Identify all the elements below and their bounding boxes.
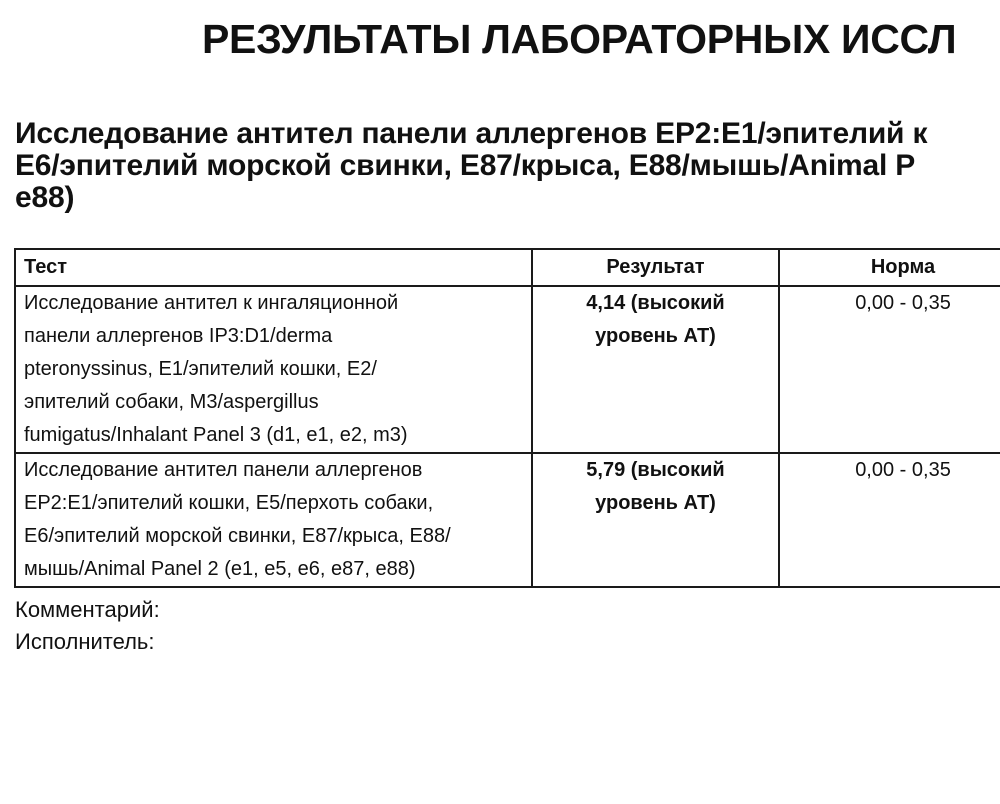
cell-text-line: fumigatus/Inhalant Panel 3 (d1, e1, e2, m3) bbox=[24, 424, 408, 446]
cell-norm: 0,00 - 0,35 bbox=[779, 286, 1000, 453]
study-title-line: E6/эпителий морской свинки, E87/крыса, E88/мышь/Animal P bbox=[15, 149, 916, 182]
cell-text-line: мышь/Animal Panel 2 (e1, e5, e6, e87, e88) bbox=[24, 558, 416, 580]
cell-text-line: 4,14 (высокий bbox=[586, 292, 725, 314]
study-title bbox=[15, 118, 927, 214]
cell-text-line: Исследование антител к ингаляционной bbox=[24, 292, 399, 314]
cell-text-line: E6/эпителий морской свинки, E87/крыса, E88/ bbox=[24, 525, 451, 547]
cell-test-name bbox=[15, 453, 532, 587]
cell-text-line: уровень АТ) bbox=[595, 325, 716, 347]
cell-text-line: панели аллергенов IP3:D1/derma bbox=[24, 325, 333, 347]
cell-text-line: эпителий собаки, M3/aspergillus bbox=[24, 391, 319, 413]
cell-result bbox=[532, 453, 779, 587]
cell-norm: 0,00 - 0,35 bbox=[779, 453, 1000, 587]
table-row bbox=[15, 453, 1000, 587]
cell-text-line: EP2:E1/эпителий кошки, E5/перхоть собаки, bbox=[24, 492, 434, 514]
column-header-test: Тест bbox=[15, 249, 532, 286]
column-header-result: Результат bbox=[532, 249, 779, 286]
results-table bbox=[14, 248, 1000, 588]
column-header-norm: Норма bbox=[779, 249, 1000, 286]
study-title-line: Исследование антител панели аллергенов EP2:E1/эпителий к bbox=[15, 117, 928, 150]
cell-text-line: pteronyssinus, E1/эпителий кошки, E2/ bbox=[24, 358, 377, 380]
cell-text-line: 5,79 (высокий bbox=[586, 459, 725, 481]
performer-label: Исполнитель: bbox=[15, 629, 155, 654]
cell-text-line: Исследование антител панели аллергенов bbox=[24, 459, 423, 481]
table-header-row bbox=[15, 249, 1000, 286]
footer bbox=[15, 594, 160, 658]
comment-label: Комментарий: bbox=[15, 597, 160, 622]
cell-test-name bbox=[15, 286, 532, 453]
table-row bbox=[15, 286, 1000, 453]
cell-result bbox=[532, 286, 779, 453]
study-title-line: e88) bbox=[15, 181, 75, 214]
page-title: РЕЗУЛЬТАТЫ ЛАБОРАТОРНЫХ ИССЛ bbox=[202, 16, 957, 62]
cell-text-line: уровень АТ) bbox=[595, 492, 716, 514]
